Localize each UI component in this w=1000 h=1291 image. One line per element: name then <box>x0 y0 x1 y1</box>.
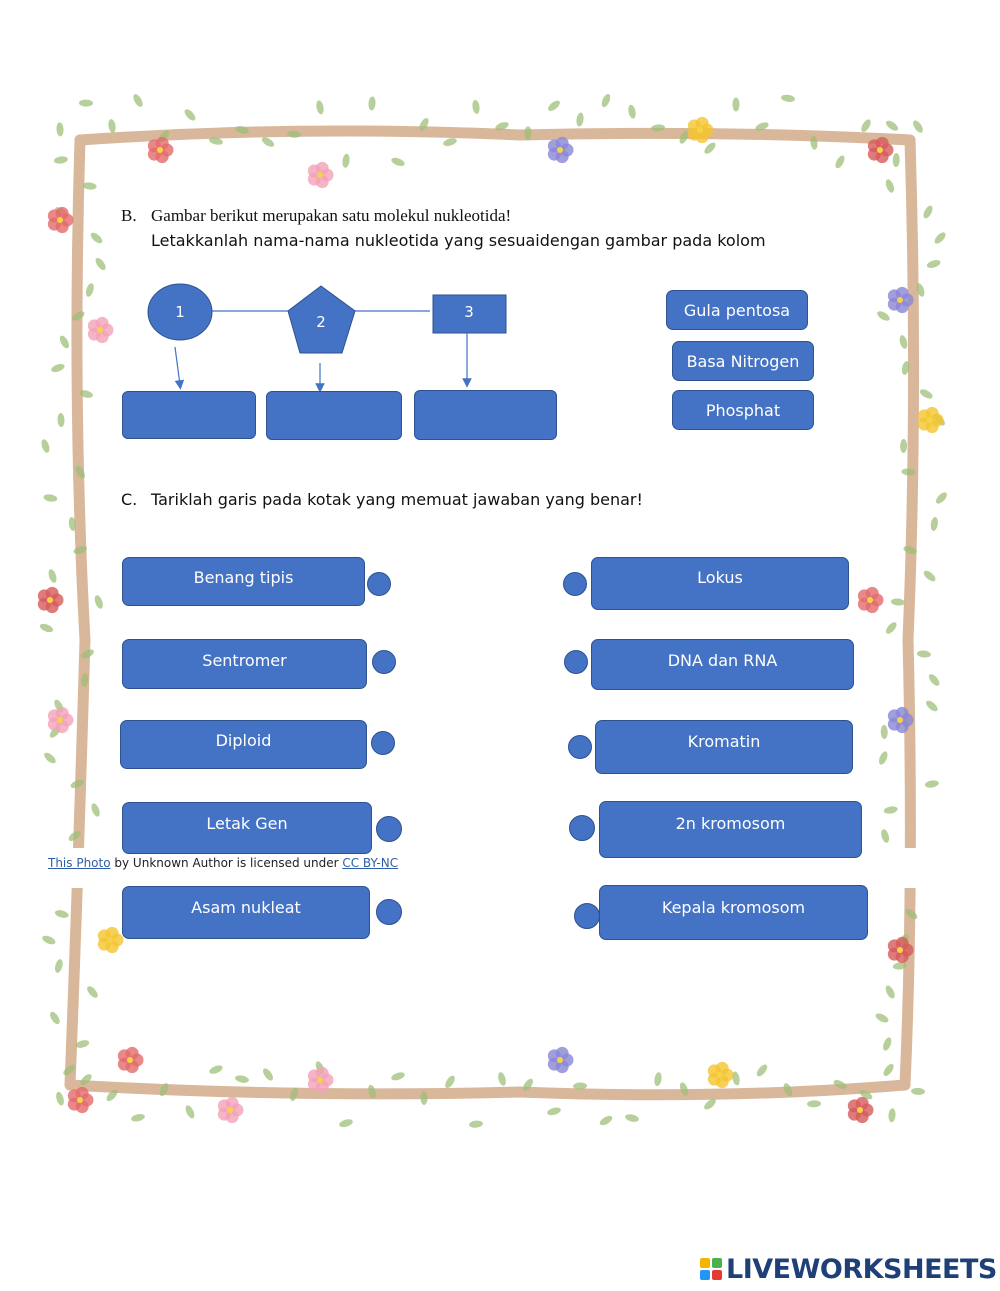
left-item-benang-tipis: Benang tipis <box>122 557 365 606</box>
left-item-asam-nukleat: Asam nukleat <box>122 886 370 939</box>
leaf-decoration <box>368 96 376 111</box>
credit-text: by Unknown Author is licensed under <box>110 856 343 870</box>
leaf-decoration <box>546 99 561 113</box>
leaf-decoration <box>922 204 935 220</box>
leaf-decoration <box>58 334 71 350</box>
flower-center <box>127 1057 133 1063</box>
leaf-decoration <box>54 958 64 973</box>
flower-center <box>557 1057 563 1063</box>
leaf-decoration <box>884 119 899 133</box>
flower-petal <box>126 1047 139 1060</box>
leaf-decoration <box>183 107 198 122</box>
leaf-decoration <box>131 93 144 109</box>
leaf-decoration <box>469 1120 484 1128</box>
leaf-decoration <box>882 1062 896 1077</box>
leaf-decoration <box>876 309 892 322</box>
flower-center <box>897 297 903 303</box>
right-dot-5[interactable] <box>574 903 600 929</box>
leaf-decoration <box>874 1012 890 1025</box>
leaf-decoration <box>733 98 740 112</box>
right-item-kepala-kromosom: Kepala kromosom <box>599 885 868 940</box>
right-item-lokus: Lokus <box>591 557 849 610</box>
flower-petal <box>96 317 109 330</box>
leaf-decoration <box>926 259 941 270</box>
leaf-decoration <box>884 620 898 635</box>
leaf-decoration <box>859 118 872 134</box>
leaf-decoration <box>781 94 796 103</box>
flower-petal <box>696 117 709 130</box>
leaf-decoration <box>39 622 55 634</box>
right-dot-3[interactable] <box>568 735 592 759</box>
flower-petal <box>316 162 329 175</box>
leaf-decoration <box>54 909 69 919</box>
leaf-decoration <box>927 672 941 687</box>
flower-center <box>317 1077 323 1083</box>
flower-center <box>697 127 703 133</box>
leaf-decoration <box>338 1118 353 1129</box>
left-item-sentromer: Sentromer <box>122 639 367 689</box>
leaf-decoration <box>911 1087 925 1095</box>
flower-center <box>317 172 323 178</box>
leaf-decoration <box>884 178 895 194</box>
right-dot-4[interactable] <box>569 815 595 841</box>
leaf-decoration <box>883 805 898 814</box>
flower-center <box>927 417 933 423</box>
flower-petal <box>316 1067 329 1080</box>
leaf-decoration <box>934 490 949 505</box>
left-dot-4[interactable] <box>376 816 402 842</box>
leaf-decoration <box>315 100 325 115</box>
rectangle-number-label: 3 <box>464 303 474 321</box>
left-dot-5[interactable] <box>376 899 402 925</box>
left-item-diploid: Diploid <box>120 720 367 769</box>
leaf-decoration <box>55 1091 66 1106</box>
circle-number-label: 1 <box>175 303 185 321</box>
flower-center <box>897 947 903 953</box>
leaf-decoration <box>208 1064 224 1076</box>
flower-center <box>57 717 63 723</box>
flower-petal <box>856 1097 869 1110</box>
section-c-letter: C. <box>121 490 138 509</box>
leaf-decoration <box>884 984 897 1000</box>
leaf-decoration <box>40 438 51 453</box>
flower-center <box>107 937 113 943</box>
flower-center <box>857 1107 863 1113</box>
leaf-decoration <box>130 1113 145 1123</box>
leaf-decoration <box>41 934 57 946</box>
leaf-decoration <box>107 119 116 134</box>
leaf-decoration <box>85 984 99 999</box>
leaf-decoration <box>924 699 939 713</box>
flower-center <box>897 717 903 723</box>
this-photo-link[interactable]: This Photo <box>48 856 111 870</box>
flower-petal <box>46 587 59 600</box>
flower-center <box>717 1072 723 1078</box>
leaf-decoration <box>900 439 907 453</box>
leaf-decoration <box>917 650 932 658</box>
leaf-decoration <box>390 1071 406 1082</box>
license-link[interactable]: CC BY-NC <box>342 856 399 870</box>
option-phosphat[interactable]: Phosphat <box>672 390 814 430</box>
leaf-decoration <box>443 1074 456 1090</box>
flower-center <box>47 597 53 603</box>
section-b-title: Gambar berikut merupakan satu molekul nukleotida! <box>151 206 512 225</box>
leaf-decoration <box>56 122 64 136</box>
flower-center <box>157 147 163 153</box>
leaf-decoration <box>598 1114 614 1127</box>
leaf-decoration <box>933 230 948 245</box>
flower-petal <box>156 137 169 150</box>
left-dot-1[interactable] <box>367 572 391 596</box>
flower-petal <box>896 287 909 300</box>
leaf-decoration <box>922 569 937 583</box>
leaf-decoration <box>807 1100 821 1107</box>
flower-petal <box>926 407 939 420</box>
right-item-kromatin: Kromatin <box>595 720 853 774</box>
arrow-1 <box>175 347 180 385</box>
flower-petal <box>896 937 909 950</box>
flower-center <box>57 217 63 223</box>
flower-petal <box>56 207 69 220</box>
leaf-decoration <box>627 104 637 119</box>
leaf-decoration <box>94 256 108 271</box>
leaf-decoration <box>653 1072 662 1087</box>
leaf-decoration <box>898 334 908 349</box>
leaf-decoration <box>390 156 406 168</box>
flower-petal <box>106 927 119 940</box>
leaf-decoration <box>892 153 899 167</box>
leaf-decoration <box>576 112 585 127</box>
option-gula-pentosa[interactable]: Gula pentosa <box>666 290 808 330</box>
leaf-decoration <box>234 1074 249 1084</box>
flower-center <box>557 147 563 153</box>
flower-petal <box>876 137 889 150</box>
leaf-decoration <box>924 779 939 788</box>
flower-petal <box>896 707 909 720</box>
liveworksheets-logo <box>700 1252 997 1286</box>
leaf-decoration <box>877 750 889 766</box>
left-item-letak-gen: Letak Gen <box>122 802 372 854</box>
drop-box-3[interactable] <box>414 390 557 440</box>
leaf-decoration <box>880 828 891 843</box>
leaf-decoration <box>442 137 457 148</box>
leaf-decoration <box>546 1106 561 1117</box>
leaf-decoration <box>930 517 939 532</box>
leaf-decoration <box>911 119 925 135</box>
flower-petal <box>716 1062 729 1075</box>
leaf-decoration <box>184 1104 196 1120</box>
flower-center <box>867 597 873 603</box>
leaf-decoration <box>47 568 58 583</box>
section-c-instruction: Tariklah garis pada kotak yang memuat jawaban yang benar! <box>151 490 643 509</box>
brand-name: LIVEWORKSHEETS <box>726 1253 997 1285</box>
leaf-decoration <box>888 1108 896 1122</box>
drop-box-1[interactable] <box>122 391 256 439</box>
left-dot-2[interactable] <box>372 650 396 674</box>
leaf-decoration <box>50 362 66 373</box>
leaf-decoration <box>918 388 934 401</box>
leaf-decoration <box>472 100 481 115</box>
drop-box-2[interactable] <box>266 391 402 440</box>
leaf-decoration <box>261 1067 275 1082</box>
flower-petal <box>226 1097 239 1110</box>
section-b-instruction: Letakkanlah nama-nama nukleotida yang sesuaidengan gambar pada kolom <box>151 231 766 250</box>
leaf-decoration <box>881 725 888 739</box>
flower-petal <box>56 707 69 720</box>
right-item-2n-kromosom: 2n kromosom <box>599 801 862 858</box>
photo-credit <box>48 856 398 870</box>
leaf-decoration <box>42 751 57 765</box>
leaf-decoration <box>891 598 906 606</box>
leaf-decoration <box>600 93 612 109</box>
flower-petal <box>556 1047 569 1060</box>
flower-center <box>77 1097 83 1103</box>
section-b-letter: B. <box>121 206 137 225</box>
leaf-decoration <box>79 99 93 106</box>
pentagon-number-label: 2 <box>316 313 326 331</box>
leaf-decoration <box>53 156 68 165</box>
option-basa-nitrogen[interactable]: Basa Nitrogen <box>672 341 814 381</box>
leaf-decoration <box>881 1036 893 1052</box>
leaf-decoration <box>82 182 97 190</box>
leaf-decoration <box>624 1113 639 1123</box>
logo-grid-icon <box>700 1258 722 1280</box>
leaf-decoration <box>93 594 104 610</box>
leaf-decoration <box>703 141 718 156</box>
flower-center <box>227 1107 233 1113</box>
leaf-decoration <box>342 153 351 168</box>
leaf-decoration <box>497 1071 508 1086</box>
leaf-decoration <box>48 1010 61 1026</box>
leaf-decoration <box>84 282 95 297</box>
right-dot-2[interactable] <box>564 650 588 674</box>
leaf-decoration <box>43 493 58 502</box>
left-dot-3[interactable] <box>371 731 395 755</box>
flower-petal <box>556 137 569 150</box>
leaf-decoration <box>834 154 847 170</box>
leaf-decoration <box>90 802 102 818</box>
leaf-decoration <box>89 231 104 245</box>
leaf-decoration <box>57 413 65 427</box>
right-item-dna-dan-rna: DNA dan RNA <box>591 639 854 690</box>
leaf-decoration <box>755 1063 769 1078</box>
flower-center <box>97 327 103 333</box>
flower-petal <box>866 587 879 600</box>
right-dot-1[interactable] <box>563 572 587 596</box>
flower-petal <box>76 1087 89 1100</box>
flower-center <box>877 147 883 153</box>
